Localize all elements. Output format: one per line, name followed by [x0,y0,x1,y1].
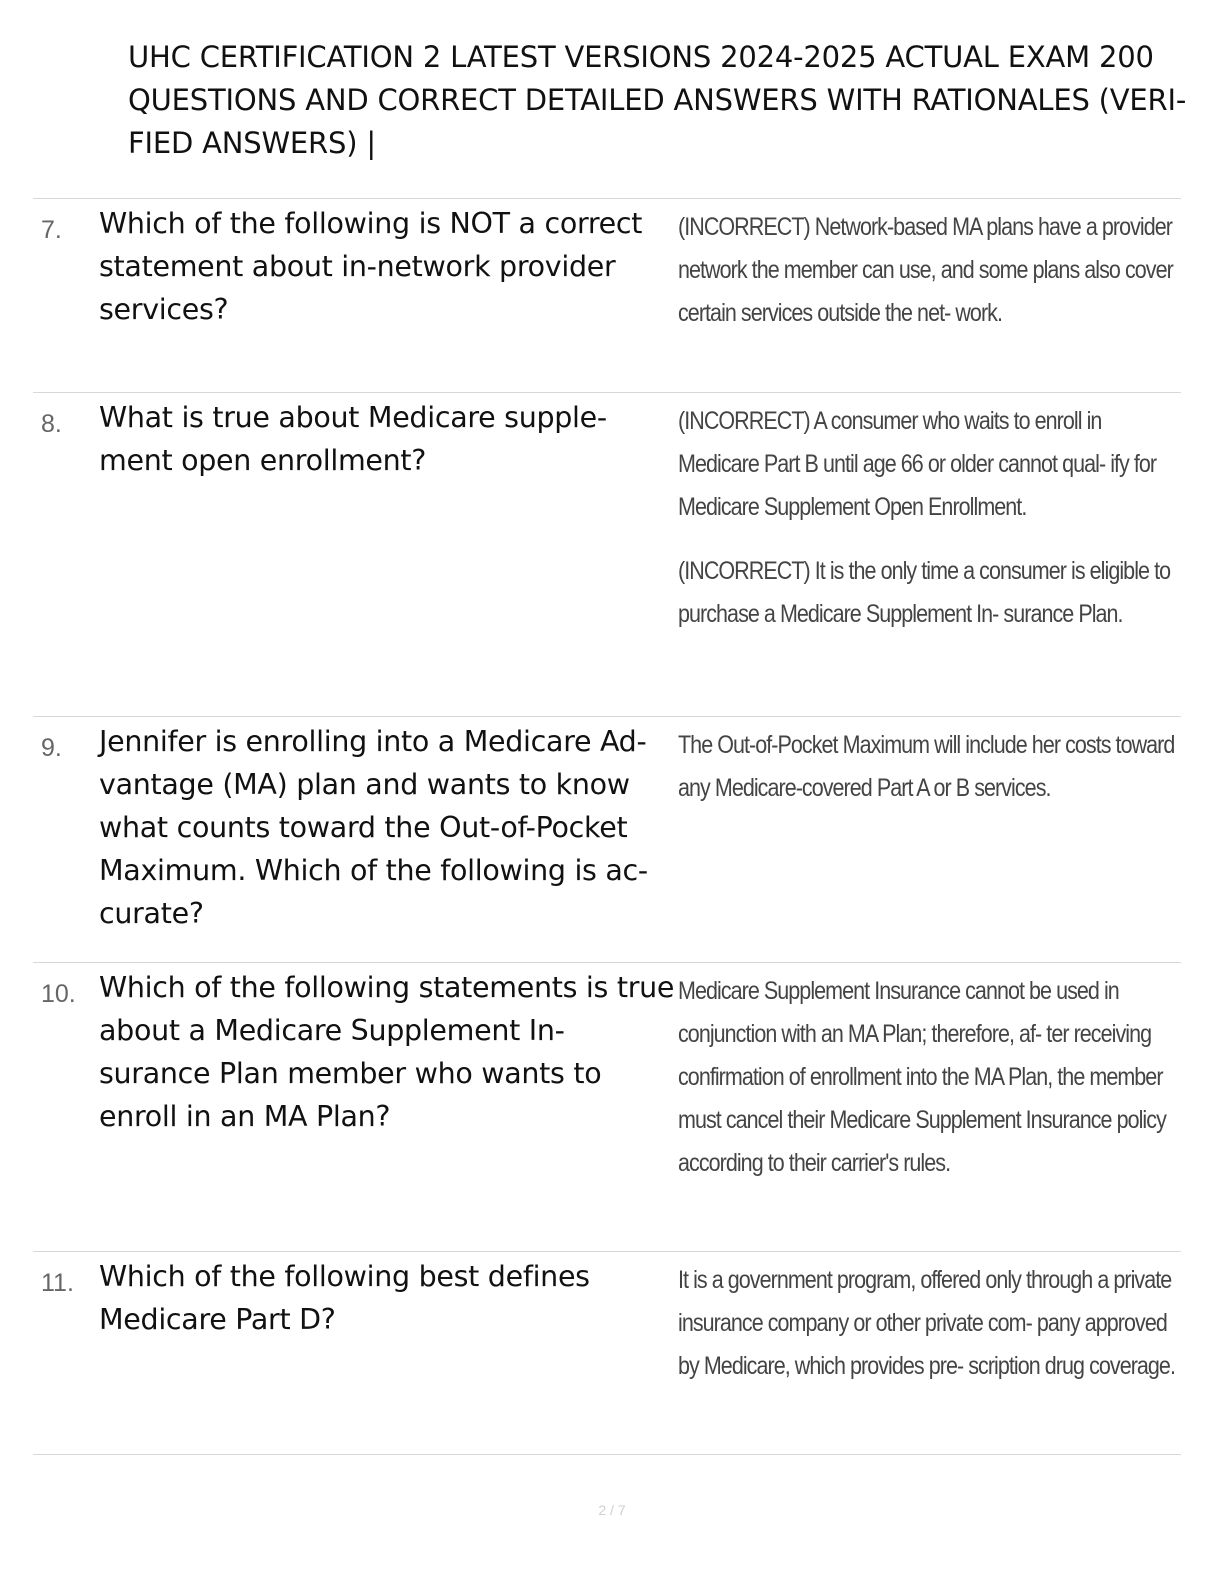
answer-block [678,724,1177,810]
question-number: 10. [41,980,76,1008]
answer-block [678,400,1177,636]
qa-row-7 [33,199,1181,393]
answer-text: (INCORRECT) Network-based MA plans have a provider network the member can use, and some plans also cover certain services outside the net- work. [678,213,1173,327]
question-text: Jennifer is enrolling into a Medicare Ad- vantage (MA) plan and wants to know what counts toward the Out-of-Pocket Maximum. Which of the following is ac- curate? [99,725,648,930]
qa-row-11 [33,1252,1181,1455]
question-text: Which of the following is NOT a correct statement about in-network provider services? [99,207,643,326]
answer-text: (INCORRECT) It is the only time a consumer is eligible to purchase a Medicare Supplement In- surance Plan. [678,557,1171,628]
question-text: Which of the following statements is true about a Medicare Supplement In- surance Plan member who wants to enroll in an MA Plan? [99,971,675,1133]
answer-block [678,970,1177,1185]
question-number: 11. [41,1269,74,1297]
answer-text: (INCORRECT) A consumer who waits to enroll in Medicare Part B until age 66 or older cannot qual- ify for Medicare Supplement Open Enrollment. [678,407,1157,521]
question-number: 7. [41,216,62,244]
question-text: Which of the following best defines Medicare Part D? [99,1260,590,1336]
answer-text: It is a government program, offered only through a private insurance company or other private com- pany approved by Medicare, which provides pre- scription drug coverage. [678,1266,1175,1380]
question-number: 8. [41,410,62,438]
question-text: What is true about Medicare supple- ment open enrollment? [99,401,607,477]
answer-text: The Out-of-Pocket Maximum will include her costs toward any Medicare-covered Part A or B services. [678,731,1175,802]
page-number: 2 / 7 [598,1502,626,1518]
qa-row-10 [33,963,1181,1252]
qa-list [33,198,1181,1455]
qa-row-9 [33,717,1181,963]
answer-text: Medicare Supplement Insurance cannot be used in conjunction with an MA Plan; therefore, af- ter receiving confirmation of enrollment into the MA Plan, the member must cancel their Medicare Supplement Insurance policy according to their carrier's rules. [678,977,1166,1177]
qa-row-8 [33,393,1181,717]
answer-block [678,1259,1177,1388]
question-number: 9. [41,734,62,762]
document-title: UHC CERTIFICATION 2 LATEST VERSIONS 2024-2025 ACTUAL EXAM 200 QUESTIONS AND CORRECT DETAILED ANSWERS WITH RATIONALES (VERI- FIED ANSWERS) | [128,40,1187,160]
answer-block [678,206,1177,335]
